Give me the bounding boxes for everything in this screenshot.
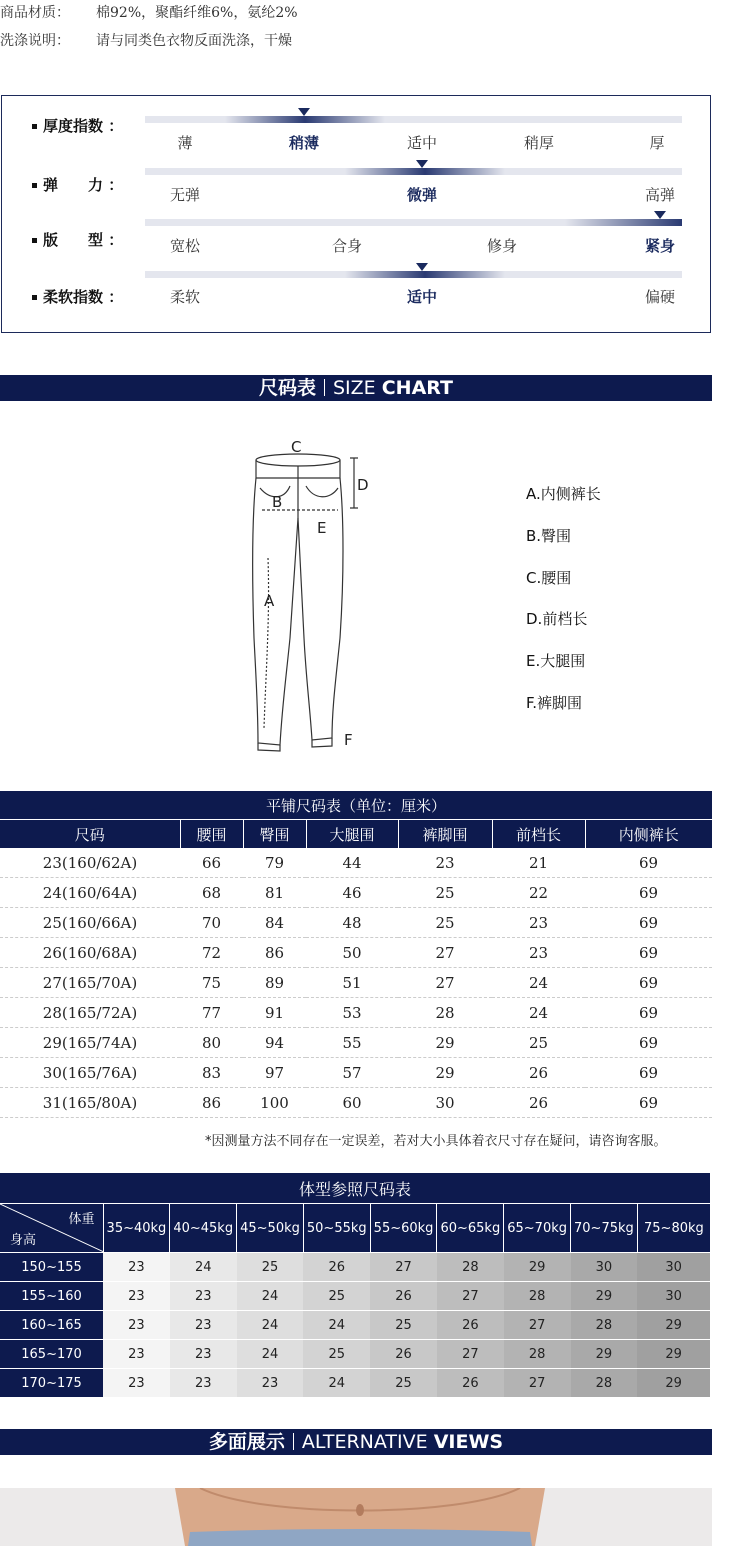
- thickness-opt-5: 厚: [649, 134, 665, 152]
- table-cell: 79: [243, 848, 306, 878]
- size-cell: 25: [303, 1282, 370, 1311]
- table-row: [0, 908, 712, 938]
- measurement-note: *因测量方法不同存在一定误差，若对大小具体着衣尺寸存在疑问，请咨询客服。: [205, 1134, 667, 1149]
- table-cell: 84: [243, 908, 306, 938]
- table-cell: 97: [243, 1058, 306, 1088]
- table-row: [0, 1369, 710, 1398]
- size-cell: 29: [571, 1340, 638, 1369]
- table-cell: 69: [585, 908, 712, 938]
- size-cell: 29: [637, 1340, 710, 1369]
- size-cell: 23: [103, 1311, 170, 1340]
- diagram-letter-b: B: [272, 493, 283, 511]
- elasticity-label: 弹 力 ：: [32, 174, 123, 195]
- table-row: [0, 938, 712, 968]
- size-cell: 28: [571, 1369, 638, 1398]
- weight-header: 70~75kg: [571, 1204, 638, 1253]
- model-photo: [0, 1488, 712, 1546]
- size-cell: 25: [237, 1253, 304, 1282]
- table-row: [0, 1340, 710, 1369]
- size-cell: 24: [237, 1311, 304, 1340]
- table-cell: 66: [180, 848, 243, 878]
- size-cell: 27: [504, 1369, 571, 1398]
- size-cell: 25: [370, 1369, 437, 1398]
- col-header: 内侧裤长: [585, 820, 712, 849]
- col-header: 裤脚围: [398, 820, 492, 849]
- table-row: [0, 1088, 712, 1118]
- table-cell: 60: [306, 1088, 398, 1118]
- height-row-header: 160~165: [0, 1311, 103, 1340]
- body-type-table: [0, 1172, 710, 1397]
- size-cell: 30: [571, 1253, 638, 1282]
- size-cell: 23: [170, 1340, 237, 1369]
- thickness-label: 厚度指数 ：: [32, 115, 123, 136]
- material-value: 棉92%，聚酯纤维6%，氨纶2%: [96, 5, 298, 21]
- weight-header: 50~55kg: [303, 1204, 370, 1253]
- col-header: 尺码: [0, 820, 180, 849]
- size-cell: 29: [504, 1253, 571, 1282]
- model-photo-image: [0, 1488, 712, 1546]
- table-row: [0, 1282, 710, 1311]
- fit-marker-icon: [654, 211, 666, 219]
- size-cell: 25: [303, 1340, 370, 1369]
- table-cell: 28(165/72A): [0, 998, 180, 1028]
- diagram-letter-f: F: [344, 731, 353, 749]
- size-cell: 28: [504, 1340, 571, 1369]
- size-cell: 27: [504, 1311, 571, 1340]
- size-cell: 23: [170, 1282, 237, 1311]
- legend-d: D.前档长: [526, 610, 588, 628]
- fit-opt-2: 合身: [331, 237, 363, 255]
- corner-weight-label: 体重: [68, 1212, 95, 1227]
- size-cell: 29: [571, 1282, 638, 1311]
- elasticity-bar: [145, 168, 682, 175]
- size-cell: 26: [437, 1369, 504, 1398]
- size-cell: 24: [237, 1340, 304, 1369]
- measurement-table: [0, 791, 712, 1118]
- col-header: 臀围: [243, 820, 306, 849]
- softness-opt-3: 偏硬: [644, 288, 676, 306]
- table-cell: 28: [398, 998, 492, 1028]
- size-cell: 30: [637, 1282, 710, 1311]
- table-row: [0, 1028, 712, 1058]
- table-cell: 69: [585, 878, 712, 908]
- legend-f: F.裤脚围: [526, 694, 582, 712]
- size-cell: 29: [637, 1311, 710, 1340]
- table-cell: 26: [492, 1058, 585, 1088]
- legend-e: E.大腿围: [526, 652, 586, 670]
- table-cell: 69: [585, 998, 712, 1028]
- diagram-letter-a: A: [264, 592, 275, 610]
- table-cell: 50: [306, 938, 398, 968]
- views-banner: 多面展示 ALTERNATIVE VIEWS: [0, 1429, 712, 1455]
- table-cell: 46: [306, 878, 398, 908]
- fabric-index-panel: [1, 95, 711, 333]
- table-cell: 30(165/76A): [0, 1058, 180, 1088]
- table-cell: 24: [492, 998, 585, 1028]
- size-cell: 24: [303, 1311, 370, 1340]
- table-cell: 24: [492, 968, 585, 998]
- table-cell: 23: [492, 908, 585, 938]
- size-cell: 28: [437, 1253, 504, 1282]
- table-row: [0, 968, 712, 998]
- height-row-header: 150~155: [0, 1253, 103, 1282]
- table-cell: 23: [398, 848, 492, 878]
- size-cell: 29: [637, 1369, 710, 1398]
- softness-opt-2: 适中: [406, 288, 438, 306]
- body-type-caption: 体型参照尺码表: [0, 1173, 710, 1204]
- height-row-header: 155~160: [0, 1282, 103, 1311]
- col-header: 腰围: [180, 820, 243, 849]
- softness-marker-icon: [416, 263, 428, 271]
- table-cell: 27(165/70A): [0, 968, 180, 998]
- table-cell: 80: [180, 1028, 243, 1058]
- size-cell: 24: [237, 1282, 304, 1311]
- table-cell: 69: [585, 938, 712, 968]
- table-cell: 70: [180, 908, 243, 938]
- height-row-header: 165~170: [0, 1340, 103, 1369]
- fit-label: 版 型 ：: [32, 229, 123, 250]
- table-cell: 23: [492, 938, 585, 968]
- material-row: [0, 2, 298, 22]
- table-cell: 53: [306, 998, 398, 1028]
- table-cell: 69: [585, 1028, 712, 1058]
- table-cell: 69: [585, 1058, 712, 1088]
- wash-row: [0, 30, 292, 50]
- elasticity-opt-2: 微弹: [406, 186, 438, 204]
- table-cell: 55: [306, 1028, 398, 1058]
- table-cell: 86: [243, 938, 306, 968]
- size-cell: 27: [437, 1282, 504, 1311]
- legend-b: B.臀围: [526, 527, 572, 545]
- size-cell: 26: [303, 1253, 370, 1282]
- size-cell: 23: [170, 1369, 237, 1398]
- wash-label: 洗涤说明：: [0, 33, 70, 49]
- material-label: 商品材质：: [0, 5, 70, 21]
- size-cell: 26: [370, 1340, 437, 1369]
- table-cell: 29(165/74A): [0, 1028, 180, 1058]
- diagram-letter-e: E: [317, 519, 327, 537]
- softness-bar: [145, 271, 682, 278]
- height-row-header: 170~175: [0, 1369, 103, 1398]
- corner-height-label: 身高: [10, 1233, 37, 1248]
- size-cell: 23: [103, 1253, 170, 1282]
- thickness-marker-icon: [298, 108, 310, 116]
- table-cell: 25: [492, 1028, 585, 1058]
- elasticity-marker-icon: [416, 160, 428, 168]
- table-cell: 69: [585, 968, 712, 998]
- table-cell: 83: [180, 1058, 243, 1088]
- weight-header: 35~40kg: [103, 1204, 170, 1253]
- diagram-letter-c: C: [291, 438, 302, 456]
- table-cell: 94: [243, 1028, 306, 1058]
- table-cell: 48: [306, 908, 398, 938]
- table-row: [0, 1253, 710, 1282]
- table-cell: 22: [492, 878, 585, 908]
- weight-header: 55~60kg: [370, 1204, 437, 1253]
- table-cell: 29: [398, 1058, 492, 1088]
- col-header: 前档长: [492, 820, 585, 849]
- legend-c: C.腰围: [526, 569, 572, 587]
- size-cell: 23: [237, 1369, 304, 1398]
- elasticity-opt-3: 高弹: [644, 186, 676, 204]
- fit-opt-1: 宽松: [169, 237, 201, 255]
- table-cell: 72: [180, 938, 243, 968]
- size-cell: 23: [103, 1282, 170, 1311]
- weight-header: 40~45kg: [170, 1204, 237, 1253]
- elasticity-opt-1: 无弹: [169, 186, 201, 204]
- fit-bar: [145, 219, 682, 226]
- table-cell: 69: [585, 1088, 712, 1118]
- table-cell: 89: [243, 968, 306, 998]
- table-cell: 44: [306, 848, 398, 878]
- corner-header: [0, 1204, 103, 1253]
- table-cell: 77: [180, 998, 243, 1028]
- table-cell: 29: [398, 1028, 492, 1058]
- thickness-opt-3: 适中: [406, 134, 438, 152]
- table-cell: 25: [398, 878, 492, 908]
- fit-opt-3: 修身: [486, 237, 518, 255]
- table-cell: 26: [492, 1088, 585, 1118]
- measurement-table-caption: 平铺尺码表（单位：厘米）: [0, 791, 712, 820]
- size-cell: 26: [437, 1311, 504, 1340]
- fit-opt-4: 紧身: [644, 237, 676, 255]
- table-cell: 27: [398, 938, 492, 968]
- table-cell: 100: [243, 1088, 306, 1118]
- table-row: [0, 1058, 712, 1088]
- col-header: 大腿围: [306, 820, 398, 849]
- table-cell: 24(160/64A): [0, 878, 180, 908]
- table-cell: 75: [180, 968, 243, 998]
- size-cell: 24: [303, 1369, 370, 1398]
- size-cell: 23: [170, 1311, 237, 1340]
- table-row: [0, 878, 712, 908]
- table-row: [0, 848, 712, 878]
- thickness-opt-2: 稍薄: [288, 134, 320, 152]
- table-cell: 81: [243, 878, 306, 908]
- softness-label: 柔软指数 ：: [32, 286, 123, 307]
- thickness-bar: [145, 116, 682, 123]
- table-row: [0, 1311, 710, 1340]
- table-cell: 23(160/62A): [0, 848, 180, 878]
- table-cell: 91: [243, 998, 306, 1028]
- table-cell: 30: [398, 1088, 492, 1118]
- weight-header: 45~50kg: [237, 1204, 304, 1253]
- table-cell: 69: [585, 848, 712, 878]
- legend-a: A.内侧裤长: [526, 485, 601, 503]
- size-cell: 24: [170, 1253, 237, 1282]
- table-cell: 51: [306, 968, 398, 998]
- size-cell: 27: [370, 1253, 437, 1282]
- weight-header: 60~65kg: [437, 1204, 504, 1253]
- size-cell: 28: [504, 1282, 571, 1311]
- size-cell: 28: [571, 1311, 638, 1340]
- size-cell: 26: [370, 1282, 437, 1311]
- table-cell: 68: [180, 878, 243, 908]
- weight-header: 75~80kg: [637, 1204, 710, 1253]
- diagram-letter-d: D: [357, 476, 369, 494]
- weight-header: 65~70kg: [504, 1204, 571, 1253]
- size-cell: 30: [637, 1253, 710, 1282]
- table-cell: 25(160/66A): [0, 908, 180, 938]
- table-cell: 86: [180, 1088, 243, 1118]
- table-cell: 21: [492, 848, 585, 878]
- wash-value: 请与同类色衣物反面洗涤，干燥: [96, 33, 292, 49]
- table-cell: 31(165/80A): [0, 1088, 180, 1118]
- softness-opt-1: 柔软: [169, 288, 201, 306]
- table-cell: 57: [306, 1058, 398, 1088]
- table-cell: 27: [398, 968, 492, 998]
- table-cell: 26(160/68A): [0, 938, 180, 968]
- size-cell: 23: [103, 1340, 170, 1369]
- size-cell: 23: [103, 1369, 170, 1398]
- size-cell: 25: [370, 1311, 437, 1340]
- measurement-header-row: [0, 820, 712, 849]
- table-cell: 25: [398, 908, 492, 938]
- thickness-opt-4: 稍厚: [523, 134, 555, 152]
- size-cell: 27: [437, 1340, 504, 1369]
- thickness-opt-1: 薄: [177, 134, 193, 152]
- size-chart-banner: 尺码表 SIZE CHART: [0, 375, 712, 401]
- table-row: [0, 998, 712, 1028]
